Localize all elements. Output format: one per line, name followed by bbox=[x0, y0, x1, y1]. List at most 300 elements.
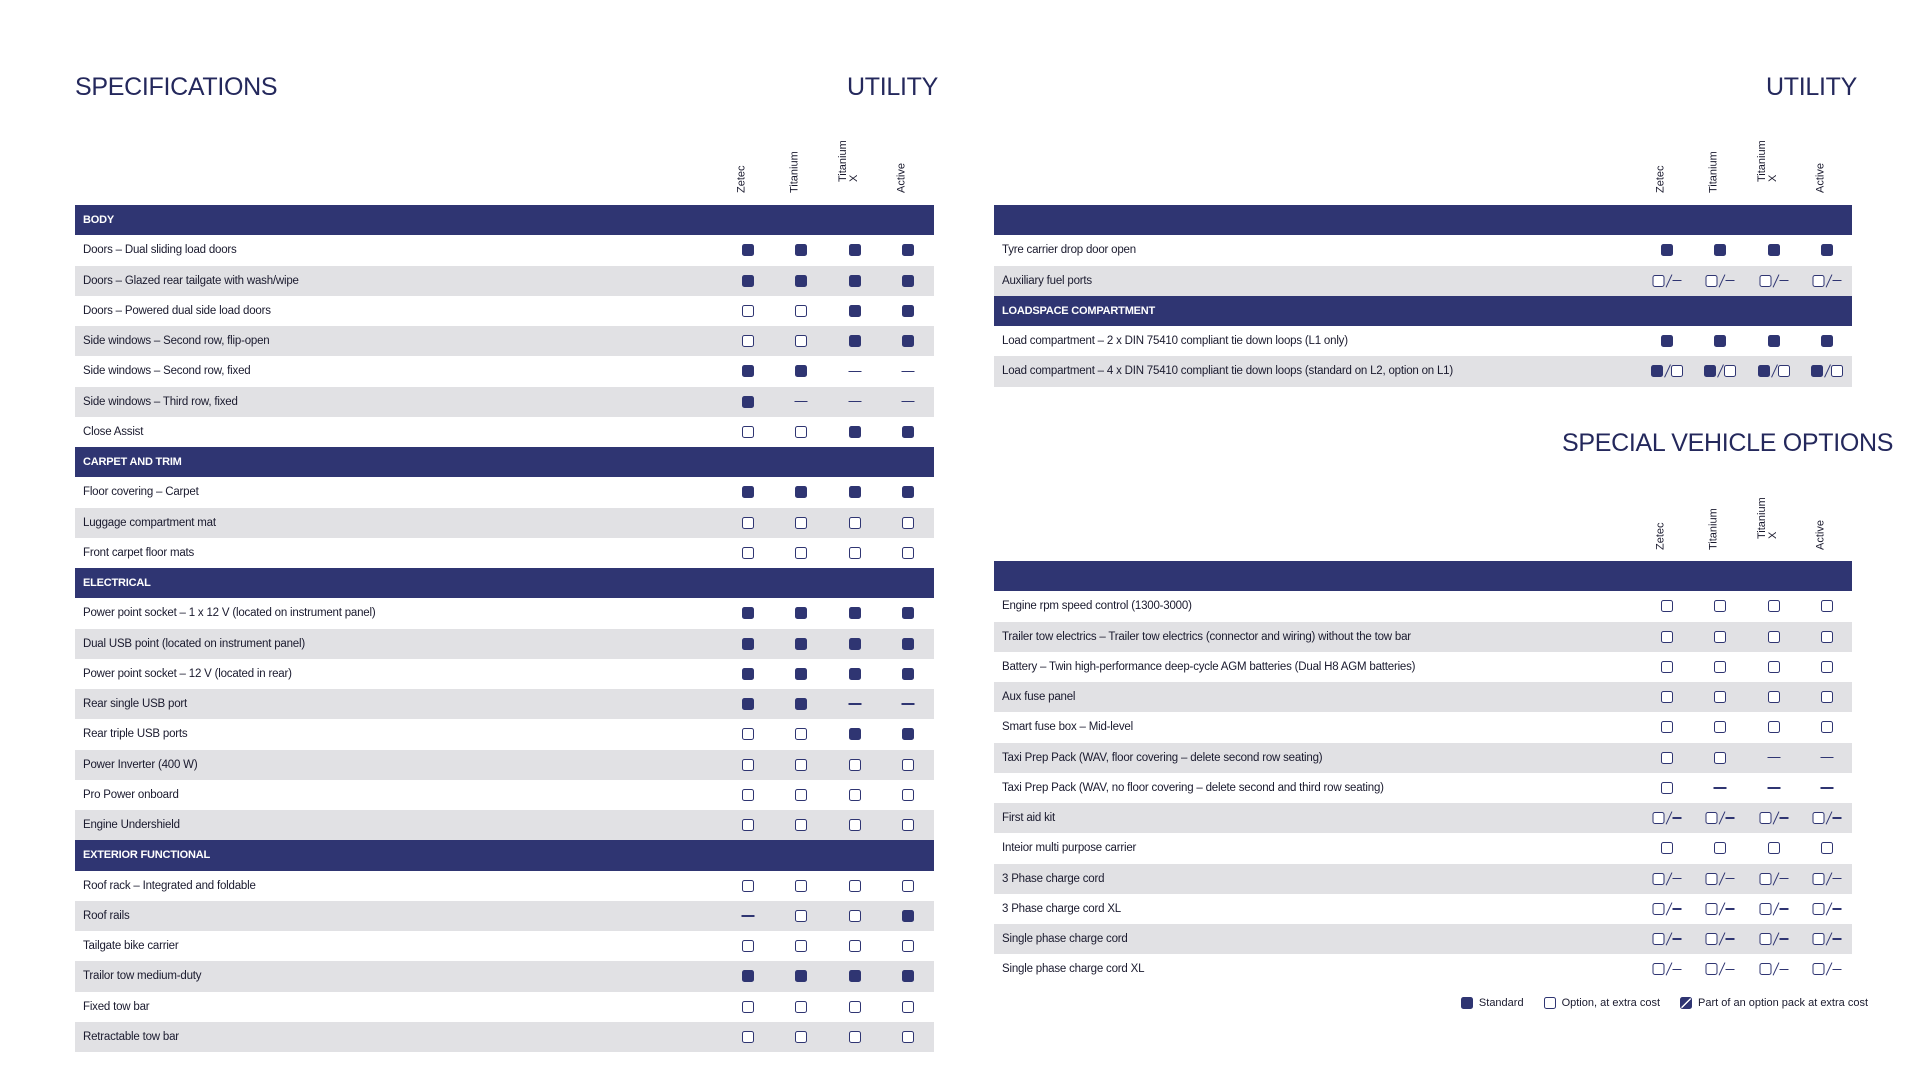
availability-mark bbox=[795, 486, 807, 498]
row-label: Engine rpm speed control (1300-3000) bbox=[1002, 600, 1192, 613]
availability-cell bbox=[1821, 773, 1834, 803]
standard-icon bbox=[742, 970, 754, 982]
availability-cell bbox=[1661, 591, 1673, 621]
not-available-dash bbox=[1833, 280, 1842, 281]
availability-mark bbox=[1813, 962, 1842, 976]
availability-mark bbox=[902, 1031, 914, 1043]
availability-mark bbox=[849, 517, 861, 529]
availability-cell bbox=[1813, 954, 1842, 984]
availability-cell bbox=[1811, 356, 1843, 386]
availability-mark bbox=[742, 335, 754, 347]
option-icon bbox=[1706, 963, 1718, 975]
availability-cell bbox=[1706, 924, 1735, 954]
standard-icon bbox=[742, 365, 754, 377]
slash-separator bbox=[1773, 811, 1779, 825]
availability-cell bbox=[902, 235, 914, 265]
row-label: Dual USB point (located on instrument panel) bbox=[83, 637, 305, 650]
table-row bbox=[75, 750, 934, 780]
legend-option-label: Option, at extra cost bbox=[1561, 997, 1661, 1009]
option-icon bbox=[1760, 933, 1772, 945]
table-row bbox=[75, 477, 934, 507]
availability-mark bbox=[1768, 721, 1780, 733]
availability-cell bbox=[1661, 712, 1673, 742]
option-icon bbox=[1661, 661, 1673, 673]
option-icon bbox=[1661, 782, 1673, 794]
availability-mark bbox=[742, 970, 754, 982]
availability-mark bbox=[849, 728, 861, 740]
table-row bbox=[75, 1022, 934, 1052]
option-icon bbox=[1778, 365, 1790, 377]
slash-separator bbox=[1773, 932, 1779, 946]
availability-mark bbox=[902, 275, 914, 287]
availability-mark bbox=[1813, 932, 1842, 946]
availability-cell bbox=[795, 810, 807, 840]
option-icon bbox=[1714, 600, 1726, 612]
standard-icon bbox=[849, 607, 861, 619]
option-icon bbox=[1768, 691, 1780, 703]
table-row bbox=[75, 356, 934, 386]
option-icon bbox=[1821, 631, 1833, 643]
standard-icon bbox=[795, 244, 807, 256]
availability-cell bbox=[795, 326, 807, 356]
availability-cell bbox=[902, 387, 915, 417]
availability-cell bbox=[1760, 266, 1789, 296]
availability-mark bbox=[1821, 600, 1833, 612]
availability-mark bbox=[1706, 811, 1735, 825]
availability-cell bbox=[742, 871, 754, 901]
option-icon bbox=[795, 880, 807, 892]
availability-mark bbox=[1768, 244, 1780, 256]
availability-cell bbox=[795, 598, 807, 628]
availability-cell bbox=[1706, 864, 1735, 894]
availability-cell bbox=[1714, 235, 1726, 265]
section-header bbox=[75, 205, 934, 235]
availability-cell bbox=[1821, 652, 1833, 682]
option-icon bbox=[1714, 661, 1726, 673]
column-header-label: Titanium bbox=[1707, 151, 1720, 193]
section-label: ELECTRICAL bbox=[83, 577, 151, 590]
slash-separator bbox=[1771, 364, 1777, 378]
availability-cell bbox=[1706, 954, 1735, 984]
availability-cell bbox=[742, 387, 754, 417]
slash-separator bbox=[1666, 962, 1672, 976]
standard-icon bbox=[849, 668, 861, 680]
slash-separator bbox=[1666, 274, 1672, 288]
option-icon bbox=[1821, 721, 1833, 733]
availability-cell bbox=[742, 598, 754, 628]
not-available-dash bbox=[1673, 908, 1682, 909]
option-icon bbox=[1544, 997, 1556, 1009]
availability-cell bbox=[742, 719, 754, 749]
option-icon bbox=[795, 335, 807, 347]
not-available-dash bbox=[1833, 817, 1842, 818]
option-icon bbox=[1653, 873, 1665, 885]
availability-cell bbox=[1821, 235, 1833, 265]
availability-mark bbox=[1768, 661, 1780, 673]
option-icon bbox=[1714, 691, 1726, 703]
row-label: Roof rails bbox=[83, 909, 130, 922]
availability-mark bbox=[1651, 364, 1683, 378]
standard-icon bbox=[795, 668, 807, 680]
option-icon bbox=[742, 426, 754, 438]
availability-cell bbox=[1821, 712, 1833, 742]
availability-cell bbox=[1813, 924, 1842, 954]
availability-mark bbox=[795, 940, 807, 952]
table-row bbox=[994, 803, 1852, 833]
availability-cell bbox=[1821, 591, 1833, 621]
availability-cell bbox=[1768, 682, 1780, 712]
option-icon bbox=[1760, 812, 1772, 824]
availability-cell bbox=[795, 629, 807, 659]
option-icon bbox=[742, 1031, 754, 1043]
availability-mark bbox=[1768, 842, 1780, 854]
availability-cell bbox=[795, 689, 807, 719]
availability-cell bbox=[742, 810, 754, 840]
standard-icon bbox=[1704, 365, 1716, 377]
not-available-dash bbox=[849, 703, 862, 704]
availability-cell bbox=[795, 508, 807, 538]
availability-cell bbox=[902, 689, 915, 719]
availability-mark bbox=[795, 698, 807, 710]
table-row bbox=[75, 598, 934, 628]
table-row bbox=[75, 417, 934, 447]
option-icon bbox=[1768, 631, 1780, 643]
option-icon bbox=[795, 305, 807, 317]
availability-mark bbox=[849, 426, 861, 438]
availability-cell bbox=[849, 266, 861, 296]
availability-mark bbox=[1760, 962, 1789, 976]
row-label: Close Assist bbox=[83, 425, 144, 438]
column-header-label: Zetec bbox=[1654, 522, 1667, 550]
option-icon bbox=[1661, 721, 1673, 733]
table-row bbox=[75, 689, 934, 719]
slash-separator bbox=[1826, 811, 1832, 825]
column-headers-right-top bbox=[994, 140, 1852, 204]
availability-mark bbox=[1714, 631, 1726, 643]
standard-icon bbox=[902, 426, 914, 438]
availability-cell bbox=[849, 810, 861, 840]
availability-cell bbox=[1704, 356, 1736, 386]
availability-mark bbox=[1760, 902, 1789, 916]
availability-mark bbox=[1706, 902, 1735, 916]
availability-mark bbox=[1821, 721, 1833, 733]
availability-cell bbox=[795, 538, 807, 568]
availability-cell bbox=[795, 961, 807, 991]
availability-cell bbox=[1714, 682, 1726, 712]
availability-cell bbox=[742, 235, 754, 265]
availability-cell bbox=[1768, 622, 1780, 652]
availability-mark bbox=[742, 1031, 754, 1043]
option-icon bbox=[795, 547, 807, 559]
availability-cell bbox=[795, 901, 807, 931]
option-icon bbox=[1813, 963, 1825, 975]
availability-mark bbox=[902, 426, 914, 438]
availability-mark bbox=[1661, 782, 1673, 794]
availability-cell bbox=[1706, 803, 1735, 833]
row-label: Power point socket – 1 x 12 V (located on instrument panel) bbox=[83, 607, 376, 620]
availability-mark bbox=[1706, 872, 1735, 886]
availability-cell bbox=[849, 780, 861, 810]
utility-title-right: UTILITY bbox=[1766, 73, 1857, 101]
row-label: 3 Phase charge cord XL bbox=[1002, 902, 1121, 915]
availability-cell bbox=[902, 296, 914, 326]
table-row bbox=[75, 659, 934, 689]
availability-mark bbox=[849, 371, 862, 372]
availability-mark bbox=[849, 910, 861, 922]
standard-icon bbox=[1821, 335, 1833, 347]
option-icon bbox=[1661, 752, 1673, 764]
standard-icon bbox=[849, 486, 861, 498]
option-icon bbox=[1714, 721, 1726, 733]
availability-cell bbox=[742, 780, 754, 810]
availability-mark bbox=[849, 305, 861, 317]
availability-mark bbox=[795, 275, 807, 287]
standard-icon bbox=[902, 335, 914, 347]
availability-cell bbox=[902, 992, 914, 1022]
option-icon bbox=[795, 940, 807, 952]
table-row bbox=[994, 682, 1852, 712]
availability-cell bbox=[1768, 743, 1781, 773]
standard-icon bbox=[849, 244, 861, 256]
section-header bbox=[994, 296, 1852, 326]
not-available-dash bbox=[1780, 878, 1789, 879]
availability-cell bbox=[1714, 712, 1726, 742]
availability-mark bbox=[1661, 600, 1673, 612]
row-label: Side windows – Third row, fixed bbox=[83, 395, 238, 408]
not-available-dash bbox=[1726, 817, 1735, 818]
slash-separator bbox=[1717, 364, 1723, 378]
option-icon bbox=[1661, 631, 1673, 643]
availability-mark bbox=[795, 365, 807, 377]
availability-mark bbox=[902, 607, 914, 619]
standard-icon bbox=[902, 244, 914, 256]
legend-pack bbox=[1680, 997, 1868, 1009]
not-available-dash bbox=[1821, 757, 1834, 758]
table-row bbox=[75, 961, 934, 991]
option-icon bbox=[1768, 842, 1780, 854]
availability-cell bbox=[1653, 894, 1682, 924]
row-label: Rear triple USB ports bbox=[83, 728, 188, 741]
slash-separator bbox=[1826, 274, 1832, 288]
availability-mark bbox=[1653, 872, 1682, 886]
availability-cell bbox=[1768, 833, 1780, 863]
availability-mark bbox=[1661, 752, 1673, 764]
availability-cell bbox=[849, 629, 861, 659]
availability-mark bbox=[1813, 274, 1842, 288]
standard-icon bbox=[1821, 244, 1833, 256]
not-available-dash bbox=[1768, 757, 1781, 758]
not-available-dash bbox=[1726, 908, 1735, 909]
availability-cell bbox=[902, 598, 914, 628]
option-icon bbox=[902, 547, 914, 559]
availability-mark bbox=[1714, 842, 1726, 854]
availability-mark bbox=[1661, 661, 1673, 673]
availability-mark bbox=[795, 759, 807, 771]
spec-table-right-bottom bbox=[994, 561, 1852, 985]
option-icon bbox=[1671, 365, 1683, 377]
not-available-dash bbox=[1780, 280, 1789, 281]
availability-cell bbox=[1714, 622, 1726, 652]
availability-mark bbox=[902, 970, 914, 982]
availability-cell bbox=[849, 689, 862, 719]
availability-cell bbox=[849, 931, 861, 961]
table-row bbox=[994, 924, 1852, 954]
option-icon bbox=[795, 517, 807, 529]
not-available-dash bbox=[742, 915, 755, 916]
option-icon bbox=[1724, 365, 1736, 377]
option-icon bbox=[795, 910, 807, 922]
availability-cell bbox=[742, 901, 755, 931]
availability-mark bbox=[742, 915, 755, 916]
slash-separator bbox=[1719, 811, 1725, 825]
row-label: Rear single USB port bbox=[83, 698, 188, 711]
availability-cell bbox=[849, 356, 862, 386]
availability-cell bbox=[795, 417, 807, 447]
option-icon bbox=[1760, 963, 1772, 975]
availability-mark bbox=[1661, 244, 1673, 256]
standard-icon bbox=[795, 486, 807, 498]
option-icon bbox=[1706, 873, 1718, 885]
row-label: Engine Undershield bbox=[83, 819, 180, 832]
availability-cell bbox=[742, 629, 754, 659]
availability-cell bbox=[902, 266, 914, 296]
table-row bbox=[994, 743, 1852, 773]
availability-mark bbox=[849, 1001, 861, 1013]
availability-cell bbox=[849, 992, 861, 1022]
option-icon bbox=[1821, 661, 1833, 673]
availability-mark bbox=[795, 401, 808, 402]
option-icon bbox=[902, 517, 914, 529]
availability-mark bbox=[849, 970, 861, 982]
availability-mark bbox=[902, 880, 914, 892]
slash-separator bbox=[1666, 811, 1672, 825]
standard-icon bbox=[742, 668, 754, 680]
column-header-label: Zetec bbox=[1654, 165, 1667, 193]
row-label: Smart fuse box – Mid-level bbox=[1002, 721, 1133, 734]
option-icon bbox=[1760, 903, 1772, 915]
option-icon bbox=[849, 1031, 861, 1043]
availability-mark bbox=[849, 638, 861, 650]
availability-cell bbox=[1661, 652, 1673, 682]
availability-cell bbox=[1760, 803, 1789, 833]
availability-cell bbox=[795, 266, 807, 296]
availability-mark bbox=[1813, 872, 1842, 886]
availability-mark bbox=[742, 880, 754, 892]
availability-mark bbox=[1714, 752, 1726, 764]
availability-mark bbox=[742, 305, 754, 317]
option-icon bbox=[1653, 933, 1665, 945]
row-label: Doors – Powered dual side load doors bbox=[83, 304, 271, 317]
table-row bbox=[75, 931, 934, 961]
option-icon bbox=[902, 819, 914, 831]
availability-mark bbox=[1768, 757, 1781, 758]
standard-icon bbox=[795, 275, 807, 287]
availability-mark bbox=[795, 668, 807, 680]
option-icon bbox=[1706, 275, 1718, 287]
availability-cell bbox=[1813, 864, 1842, 894]
section-label: EXTERIOR FUNCTIONAL bbox=[83, 849, 210, 862]
slash-separator bbox=[1664, 364, 1670, 378]
row-label: 3 Phase charge cord bbox=[1002, 872, 1105, 885]
availability-mark bbox=[742, 819, 754, 831]
availability-mark bbox=[849, 940, 861, 952]
availability-mark bbox=[849, 607, 861, 619]
option-icon bbox=[1661, 691, 1673, 703]
standard-icon bbox=[902, 728, 914, 740]
availability-cell bbox=[1661, 235, 1673, 265]
table-row bbox=[994, 356, 1852, 386]
not-available-dash bbox=[1714, 787, 1727, 788]
availability-mark bbox=[902, 1001, 914, 1013]
slash-separator bbox=[1826, 962, 1832, 976]
availability-cell bbox=[1821, 326, 1833, 356]
availability-mark bbox=[742, 396, 754, 408]
availability-cell bbox=[1661, 326, 1673, 356]
standard-icon bbox=[742, 275, 754, 287]
availability-mark bbox=[742, 486, 754, 498]
standard-icon bbox=[849, 335, 861, 347]
legend-option bbox=[1544, 997, 1660, 1009]
availability-cell bbox=[849, 235, 861, 265]
option-icon bbox=[1821, 691, 1833, 703]
standard-icon bbox=[1768, 335, 1780, 347]
availability-cell bbox=[849, 901, 861, 931]
not-available-dash bbox=[795, 401, 808, 402]
standard-icon bbox=[1661, 335, 1673, 347]
not-available-dash bbox=[1833, 938, 1842, 939]
availability-cell bbox=[1714, 591, 1726, 621]
specifications-title: SPECIFICATIONS bbox=[75, 73, 278, 101]
availability-mark bbox=[1768, 787, 1781, 788]
standard-icon bbox=[742, 396, 754, 408]
standard-icon bbox=[902, 607, 914, 619]
option-icon bbox=[1661, 600, 1673, 612]
option-icon bbox=[849, 759, 861, 771]
availability-mark bbox=[849, 703, 862, 704]
availability-cell bbox=[1714, 326, 1726, 356]
availability-cell bbox=[849, 387, 862, 417]
availability-mark bbox=[1661, 721, 1673, 733]
option-icon bbox=[902, 1001, 914, 1013]
not-available-dash bbox=[1780, 817, 1789, 818]
availability-mark bbox=[1768, 600, 1780, 612]
standard-icon bbox=[742, 638, 754, 650]
not-available-dash bbox=[902, 401, 915, 402]
slash-separator bbox=[1773, 872, 1779, 886]
slash-separator bbox=[1719, 962, 1725, 976]
availability-cell bbox=[1813, 894, 1842, 924]
slash-separator bbox=[1719, 932, 1725, 946]
availability-cell bbox=[742, 961, 754, 991]
availability-cell bbox=[795, 659, 807, 689]
column-header-label: Titanium bbox=[1707, 508, 1720, 550]
option-icon bbox=[1813, 873, 1825, 885]
availability-cell bbox=[742, 508, 754, 538]
section-header bbox=[994, 561, 1852, 591]
standard-icon bbox=[795, 970, 807, 982]
availability-mark bbox=[902, 335, 914, 347]
not-available-dash bbox=[1780, 908, 1789, 909]
availability-cell bbox=[795, 871, 807, 901]
availability-mark bbox=[1760, 872, 1789, 886]
availability-mark bbox=[902, 728, 914, 740]
availability-mark bbox=[1706, 274, 1735, 288]
row-label: Battery – Twin high-performance deep-cycle AGM batteries (Dual H8 AGM batteries) bbox=[1002, 660, 1416, 673]
standard-icon bbox=[902, 275, 914, 287]
availability-cell bbox=[742, 356, 754, 386]
table-row bbox=[75, 387, 934, 417]
availability-mark bbox=[742, 1001, 754, 1013]
